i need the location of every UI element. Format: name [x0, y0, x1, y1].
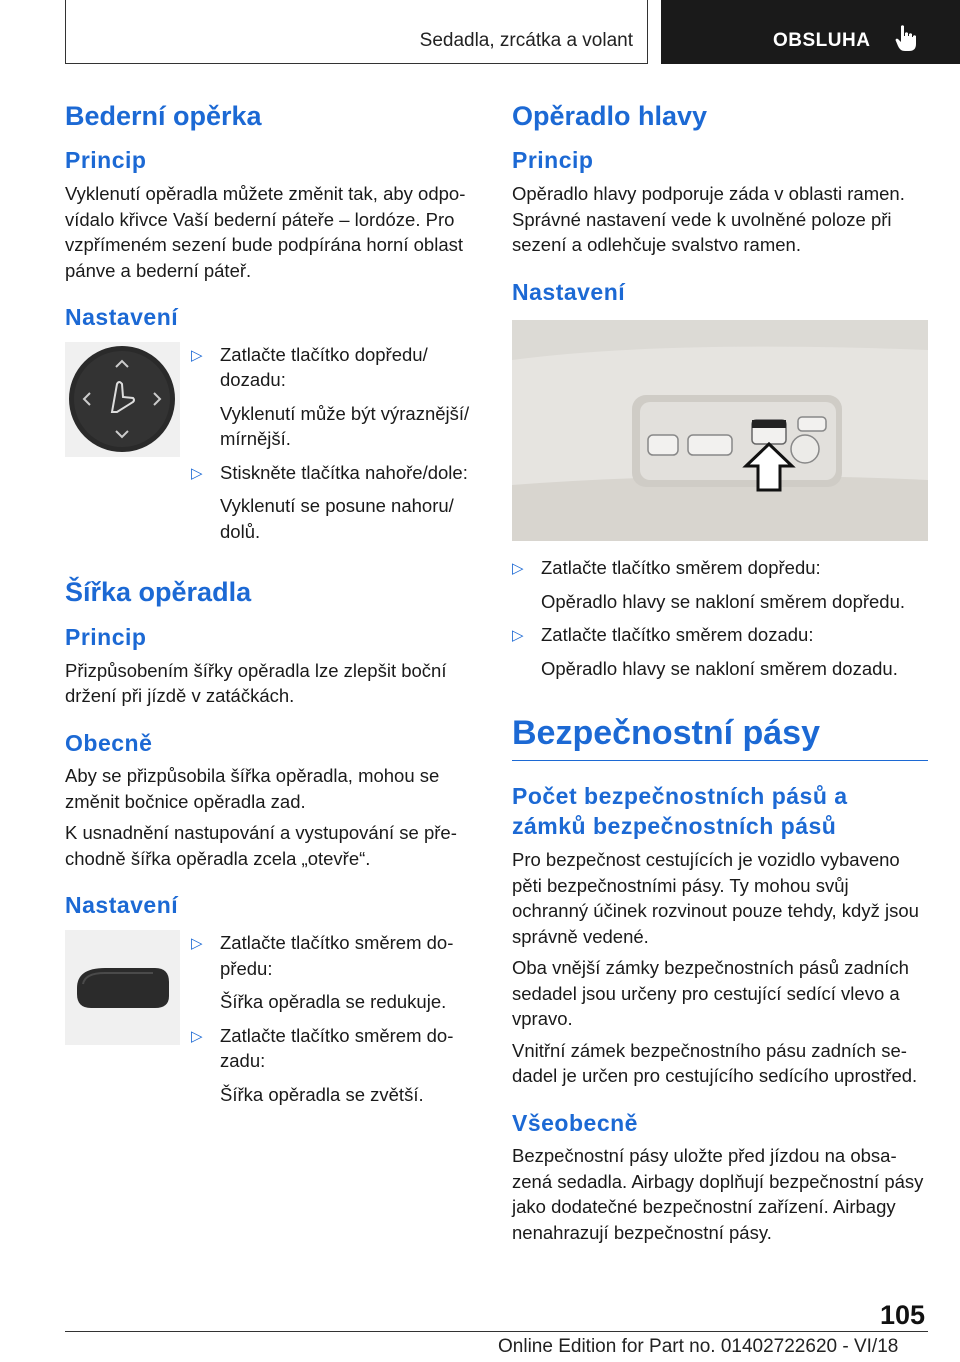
belts-count-heading: Počet bezpečnostních pásů a zámků bezpečnostních pásů [512, 783, 848, 840]
belts-count-p1: Pro bezpečnost cestujících je vozidlo vybaveno pěti bezpečnostními pásy. Ty mohou svůj ochranný účinek rozvinout pouze tehdy, když jsou správně vedené. [512, 849, 919, 947]
chapter-tab-label: OBSLUHA [773, 30, 871, 51]
belts-general-p1: Bezpečnostní pásy uložte před jízdou na obsazená sedadla. Airbagy doplňují bezpečnostní pásy jako dodatečné bezpečnostní zařízení. Airbagy nenahrazují bezpečnostní pásy. [512, 1145, 924, 1243]
width-nastaveni-heading: Nastavení [65, 892, 179, 919]
headrest-step-2: ▷ Zatlačte tlačítko směrem dozadu: [512, 622, 928, 648]
lumbar-step-1: ▷ Zatlačte tlačítko dopředu/ dozadu: [191, 343, 428, 391]
lumbar-control-image [65, 342, 180, 457]
seat-controls-illustration [512, 320, 928, 541]
headrest-princip-text: Opěradlo hlavy podporuje záda v oblasti ramen. Správné nastavení vede k uvolněné poloze při sezení a odlehčuje svalstvo ramen. [512, 183, 905, 256]
headrest-step-1-result: Opěradlo hlavy se nakloní směrem dopředu. [541, 590, 906, 612]
right-column [512, 100, 928, 1251]
width-control-image [65, 930, 180, 1045]
width-step-2: ▷ Zatlačte tlačítko směrem dozadu: [191, 1024, 454, 1072]
width-obecne-p2: K usnadnění nastupování a vystupování se přechodně šířka opěradla zcela „otevře“. [65, 822, 457, 869]
belts-general-heading: Všeobecně [512, 1109, 638, 1136]
headrest-step-1: ▷ Zatlačte tlačítko směrem dopředu: [512, 555, 928, 581]
running-header [65, 0, 648, 64]
width-button-icon [65, 930, 180, 1045]
lumbar-princip-text: Vyklenutí opěradla můžete změnit tak, aby odpovídalo křivce Vaší bederní páteře – lordóze. Pro vzpřímeném sezení bude podpírána horní oblast pánve a bederní páteř. [65, 183, 466, 281]
footer-divider [65, 1331, 928, 1332]
belts-title: Bezpečnostní pásy [512, 713, 928, 761]
width-princip-heading: Princip [65, 623, 147, 650]
lumbar-princip-heading: Princip [65, 147, 147, 174]
step-triangle-icon: ▷ [191, 464, 203, 482]
belts-count-p3: Vnitřní zámek bezpečnostního pásu zadních sedadel je určen pro cestujícího sedícího uprostřed. [512, 1039, 918, 1087]
lumbar-setting-block [65, 342, 480, 545]
lumbar-title: Bederní opěrka [65, 101, 262, 131]
chapter-tab [661, 0, 960, 64]
lumbar-step-2-result: Vyklenutí se posune nahoru/ dolů. [220, 495, 454, 542]
section-title: Sedadla, zrcátka a volant [419, 30, 633, 51]
step-triangle-icon: ▷ [191, 935, 203, 953]
step-triangle-icon: ▷ [512, 627, 524, 645]
width-step-2-result: Šířka opěradla se zvětší. [220, 1083, 424, 1105]
seat-controls-photo [512, 320, 928, 541]
step-triangle-icon: ▷ [191, 1027, 203, 1045]
step-triangle-icon: ▷ [512, 560, 524, 578]
width-obecne-heading: Obecně [65, 729, 153, 756]
lumbar-joystick-icon [65, 342, 180, 457]
headrest-nastaveni-heading: Nastavení [512, 278, 626, 305]
width-obecne-p1: Aby se přizpůsobila šířka opěradla, mohou se změnit bočnice opěradla zad. [65, 765, 440, 812]
left-column [65, 100, 480, 1115]
step-triangle-icon: ▷ [191, 346, 203, 364]
footer-edition: Online Edition for Part no. 01402722620 - VI/18 [498, 1336, 899, 1357]
headrest-step-2-result: Opěradlo hlavy se nakloní směrem dozadu. [541, 657, 898, 679]
width-step-1-result: Šířka opěradla se redukuje. [220, 991, 447, 1013]
belts-count-p2: Oba vnější zámky bezpečnostních pásů zadních sedadel jsou určeny pro cestující sedící vlevo a vpravo. [512, 957, 909, 1030]
headrest-title: Opěradlo hlavy [512, 101, 708, 131]
width-step-1: ▷ Zatlačte tlačítko směrem dopředu: [191, 932, 454, 979]
width-setting-block [65, 930, 480, 1107]
width-princip-text: Přizpůsobením šířky opěradla lze zlepšit boční držení při jízdě v zatáčkách. [65, 659, 447, 707]
page-number: 105 [880, 1300, 926, 1330]
lumbar-nastaveni-heading: Nastavení [65, 304, 179, 331]
hand-pointer-icon [895, 24, 917, 52]
headrest-princip-heading: Princip [512, 147, 594, 174]
width-title: Šířka opěradla [65, 577, 252, 608]
lumbar-step-2: ▷ Stiskněte tlačítka nahoře/dole: [191, 460, 480, 486]
lumbar-step-1-result: Vyklenutí může být výraznější/ mírnější. [220, 402, 470, 450]
